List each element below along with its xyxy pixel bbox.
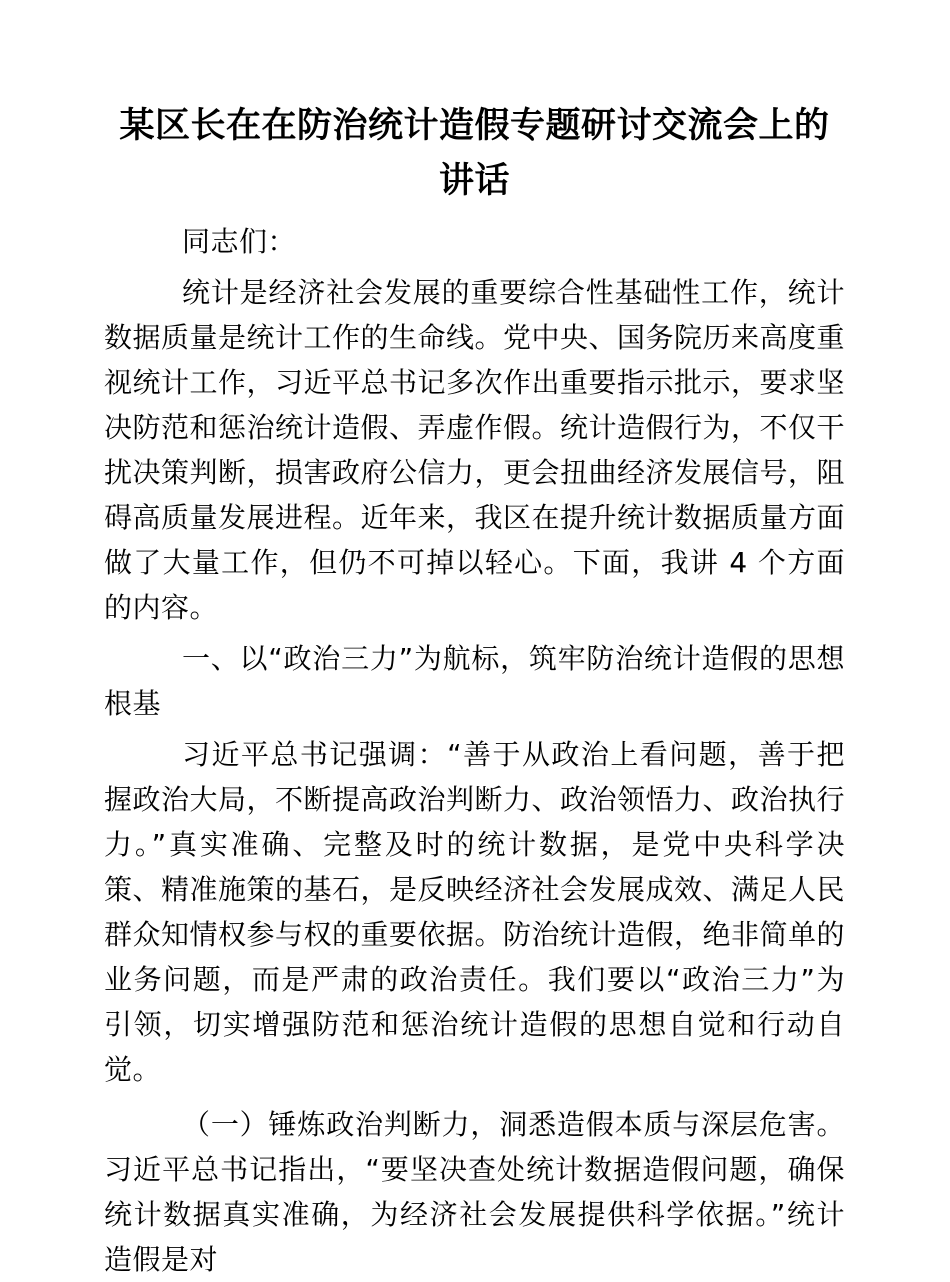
document-title: 某区长在在防治统计造假专题研讨交流会上的讲话: [119, 106, 830, 201]
subsection-1-1-paragraph: （一）锤炼政治判断力，洞悉造假本质与深层危害。习近平总书记指出，“要坚决查处统计数据造假问题，确保统计数据真实准确，为经济社会发展提供科学依据。”统计造假是对: [104, 1108, 845, 1276]
section-1-body: 习近平总书记强调：“善于从政治上看问题，善于把握政治大局，不断提高政治判断力、政治领悟力、政治执行力。”真实准确、完整及时的统计数据，是党中央科学决策、精准施策的基石，是反映经济社会发展成效、满足人民群众知情权参与权的重要依据。防治统计造假，绝非简单的业务问题，而是严肃的政治责任。我们要以“政治三力”为引领，切实增强防范和惩治统计造假的思想自觉和行动自觉。: [104, 738, 846, 1086]
section-1-heading: 一、以“政治三力”为航标，筑牢防治统计造假的思想根基: [104, 642, 845, 720]
paragraph-intro: 统计是经济社会发展的重要综合性基础性工作，统计数据质量是统计工作的生命线。党中央、国务院历来高度重视统计工作，习近平总书记多次作出重要指示批示，要求坚决防范和惩治统计造假、弄虚作假。统计造假行为，不仅干扰决策判断，损害政府公信力，更会扭曲经济发展信号，阻碍高质量发展进程。近年来，我区在提升统计数据质量方面做了大量工作，但仍不可掉以轻心。下面，我讲 4 个方面的内容。: [104, 276, 846, 624]
salutation: 同志们：: [182, 225, 297, 258]
